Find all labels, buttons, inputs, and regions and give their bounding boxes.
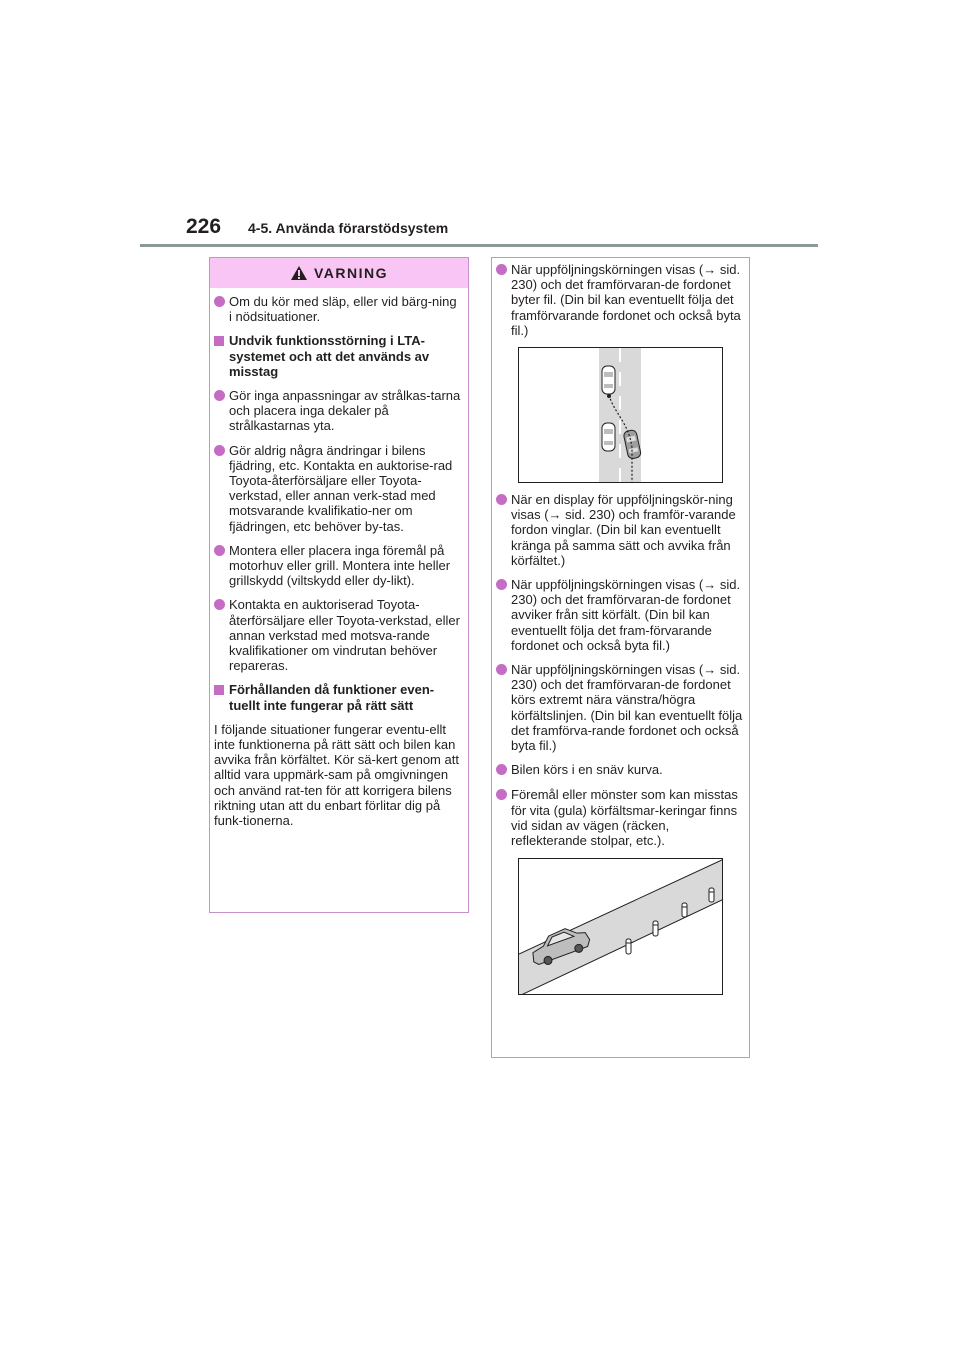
lane-change-illustration <box>518 347 723 483</box>
bullet-dot-icon <box>214 390 225 401</box>
bullet-dot-icon <box>214 296 225 307</box>
bullet-dot-icon <box>496 264 507 275</box>
bullet-dot-icon <box>214 545 225 556</box>
continuation-box <box>491 257 750 1058</box>
subheading <box>214 333 462 379</box>
list-item <box>214 388 462 434</box>
bullet-dot-icon <box>496 494 507 505</box>
warning-title: VARNING <box>313 265 389 281</box>
bullet-dot-icon <box>496 579 507 590</box>
item-text: Om du kör med släp, eller vid bärg-ning i nödsituationer. <box>229 294 457 325</box>
page-number: 226 <box>186 215 222 238</box>
header-rule <box>140 244 818 247</box>
list-item <box>496 262 743 338</box>
list-item <box>496 662 743 753</box>
continuation-content <box>492 258 749 995</box>
item-text: Gör inga anpassningar av strålkas-tarna och placera inga dekaler på strålkastarnas yta. <box>229 388 461 434</box>
bullet-dot-icon <box>214 445 225 456</box>
bullet-dot-icon <box>496 764 507 775</box>
list-item <box>214 294 462 324</box>
list-item <box>214 597 462 673</box>
warning-triangle-icon <box>290 265 308 281</box>
roadside-posts-illustration <box>518 858 723 995</box>
list-item <box>214 443 462 534</box>
paragraph: I följande situationer fungerar eventu-ellt inte funktionerna på rätt sätt och bilen kan avvika från körfältet. Kör sä-kert genom att alltid vara uppmärk-sam på omgivningen och använd rat-ten för att korrigera bilens riktning utan att du enbart förlitar dig på funk-tionerna. <box>214 721 459 829</box>
item-text: Gör aldrig några ändringar i bilens fjädring, etc. Kontakta en auktorise-rad Toyota-återförsäljare eller Toyota-verkstad, eller annan verk-stad med motsvarande kvalifikatio-ner om fjädringen, etc behöver by-tas. <box>229 442 453 534</box>
section-title: 4-5. Använda förarstödsystem <box>248 220 449 236</box>
item-text: Montera eller placera inga föremål på motorhuv eller grill. Montera inte heller grillskydd (viltskydd eller dy-likt). <box>229 542 451 589</box>
item-text: Kontakta en auktoriserad Toyota-återförsäljare eller Toyota-verkstad, eller annan verkstad med motsva-rande kvalifikationer om vindrutan behöver repareras. <box>229 597 460 674</box>
bullet-square-icon <box>214 336 224 346</box>
subheading-text: Förhållanden då funktioner even-tuellt inte fungerar på rätt sätt <box>229 682 435 713</box>
bullet-dot-icon <box>214 599 225 610</box>
warning-header <box>210 258 468 288</box>
item-text: När uppföljningskörningen visas (→ sid. 230) och det framförvaran-de fordonet avviker från sitt körfält. (Din bil kan eventuellt följa det fram-förvarande fordonet och också byta fil.) <box>511 577 741 653</box>
subheading <box>214 682 462 712</box>
list-item <box>496 577 743 653</box>
bullet-dot-icon <box>496 664 507 675</box>
bullet-square-icon <box>214 685 224 695</box>
item-text: När uppföljningskörningen visas (→ sid. 230) och det framförvaran-de fordonet byter fil. (Din bil kan eventuellt följa det framförvarande fordonet och också byta fil.) <box>511 262 741 338</box>
list-item <box>496 762 743 778</box>
item-text: Föremål eller mönster som kan misstas för vita (gula) körfältsmar-keringar finns vid sidan av vägen (räcken, reflekterande stolpar, etc.). <box>511 787 738 849</box>
warning-content <box>210 288 468 828</box>
item-text: Bilen körs i en snäv kurva. <box>511 762 663 778</box>
subheading-text: Undvik funktionsstörning i LTA-systemet och att det används av misstag <box>229 333 430 379</box>
item-text: När uppföljningskörningen visas (→ sid. 230) och det framförvaran-de fordonet körs extremt nära vänstra/högra körfältslinjen. (Din bil kan eventuellt följa det framförva-rande fordonet och också byta fil.) <box>511 662 743 754</box>
bullet-dot-icon <box>496 789 507 800</box>
item-text: När en display för uppföljningskör-ning visas (→ sid. 230) och framför-varande fordon vinglar. (Din bil kan eventuellt kränga på samma sätt och avvika från körfältet.) <box>511 492 736 568</box>
list-item <box>496 787 743 848</box>
list-item <box>214 543 462 589</box>
list-item <box>496 492 743 568</box>
warning-box <box>209 257 469 913</box>
